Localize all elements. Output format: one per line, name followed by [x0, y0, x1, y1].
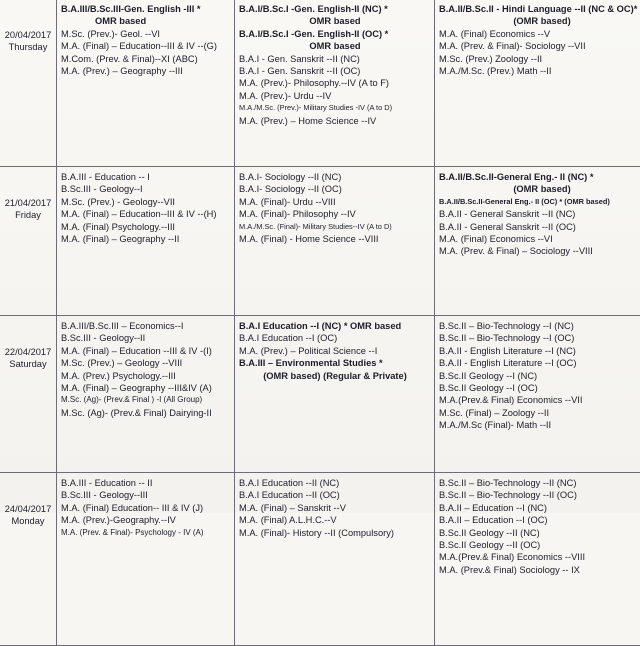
paper-entry: M.A. (Final) - Home Science --VIII [239, 233, 431, 245]
paper-entry: M.A. (Prev.)- Urdu --IV [239, 90, 431, 102]
paper-entry: B.Sc.III - Geology--II [61, 332, 231, 344]
paper-entry: M.Com. (Prev. & Final)--XI (ABC) [61, 53, 231, 65]
paper-entry: M.A./M.Sc. (Prev.)- Military Studies -IV (A to D) [239, 102, 431, 114]
paper-entry: M.A. (Final)- Urdu --VIII [239, 196, 431, 208]
paper-note: (OMR based) [439, 15, 640, 27]
paper-note: (OMR based) (Regular & Private) [239, 370, 431, 382]
paper-entry: B.A.II – Education --I (NC) [439, 502, 640, 514]
paper-entry: B.Sc.II – Bio-Technology --I (OC) [439, 332, 640, 344]
exam-date: 22/04/2017 [3, 346, 53, 358]
paper-entry: M.A. (Final) A.L.H.C.--V [239, 514, 431, 526]
paper-entry: B.A.I - Gen. Sanskrit --II (NC) [239, 53, 431, 65]
paper-entry: B.Sc.II Geology --I (NC) [439, 370, 640, 382]
paper-note: (OMR based) [439, 183, 640, 195]
paper-entry: B.Sc.II Geology --I (OC) [439, 382, 640, 394]
paper-entry: M.A. (Prev.& Final) Sociology -- IX [439, 564, 640, 576]
paper-entry: B.Sc.II – Bio-Technology --II (OC) [439, 489, 640, 501]
paper-list-col1 [57, 0, 235, 167]
paper-list-col3 [435, 167, 640, 316]
paper-entry: M.A. (Prev. & Final)- Psychology - IV (A) [61, 527, 231, 539]
paper-entry: M.A. (Final)- Philosophy --IV [239, 208, 431, 220]
paper-entry: M.Sc. (Prev.) – Geology --VIII [61, 357, 231, 369]
exam-day: Thursday [3, 41, 53, 53]
exam-date: 21/04/2017 [3, 197, 53, 209]
paper-entry: M.A. (Final) – Education--III & IV --(H) [61, 208, 231, 220]
paper-entry: M.A. (Final) Economics --V [439, 28, 640, 40]
paper-entry: M.A./M.Sc. (Final)- Military Studies--IV (A to D) [239, 221, 431, 233]
paper-list-col1 [57, 316, 235, 473]
paper-entry: M.A. (Prev.)- Philosophy.--IV (A to F) [239, 77, 431, 89]
paper-entry: B.A.II - English Literature --I (NC) [439, 345, 640, 357]
paper-entry: M.A./M.Sc. (Prev.) Math --II [439, 65, 640, 77]
paper-entry: M.A. (Prev. & Final) – Sociology --VIII [439, 245, 640, 257]
paper-entry: B.A.I/B.Sc.I -Gen. English-II (NC) * [239, 3, 431, 15]
paper-entry: M.Sc. (Prev.) - Geology--VII [61, 196, 231, 208]
date-cell [0, 473, 57, 646]
paper-list-col1 [57, 473, 235, 646]
paper-entry: B.Sc.II Geology --II (NC) [439, 527, 640, 539]
exam-day: Friday [3, 209, 53, 221]
paper-list-col3 [435, 473, 640, 646]
table-row [0, 316, 640, 473]
paper-entry: M.A. (Prev.) – Geography --III [61, 65, 231, 77]
paper-entry: M.A.(Prev.& Final) Economics --VII [439, 394, 640, 406]
paper-entry: B.Sc.II – Bio-Technology --I (NC) [439, 320, 640, 332]
paper-entry: B.A.I - Gen. Sanskrit --II (OC) [239, 65, 431, 77]
paper-note: OMR based [239, 15, 431, 27]
paper-entry: M.A. (Final) – Geography --III&IV (A) [61, 382, 231, 394]
paper-entry: B.A.I Education --II (OC) [239, 489, 431, 501]
paper-list-col3 [435, 316, 640, 473]
exam-day: Saturday [3, 358, 53, 370]
date-cell [0, 167, 57, 316]
paper-entry: B.A.III/B.Sc.III-Gen. English -III * [61, 3, 231, 15]
date-cell [0, 0, 57, 167]
paper-entry: M.A. (Final) – Geography --II [61, 233, 231, 245]
paper-entry: B.A.II - English Literature --I (OC) [439, 357, 640, 369]
table-row [0, 0, 640, 167]
paper-entry: B.A.III - Education -- II [61, 477, 231, 489]
paper-entry: B.A.III – Environmental Studies * [239, 357, 431, 369]
exam-date: 20/04/2017 [3, 29, 53, 41]
paper-entry: M.A. (Final) Economics --VI [439, 233, 640, 245]
paper-entry: M.A. (Final) – Sanskrit --V [239, 502, 431, 514]
paper-list-col1 [57, 167, 235, 316]
paper-entry: M.A.(Prev.& Final) Economics --VIII [439, 551, 640, 563]
paper-entry: M.A. (Final) – Education--III & IV --(G) [61, 40, 231, 52]
paper-entry: B.Sc.II Geology --II (OC) [439, 539, 640, 551]
paper-entry: M.A. (Prev.)-Geography.--IV [61, 514, 231, 526]
paper-entry: M.A. (Final) Psychology.--III [61, 221, 231, 233]
paper-entry: B.Sc.II – Bio-Technology --II (NC) [439, 477, 640, 489]
paper-entry: B.A.I/B.Sc.I -Gen. English-II (OC) * [239, 28, 431, 40]
paper-list-col2 [235, 167, 435, 316]
paper-entry: B.A.I Education --I (OC) [239, 332, 431, 344]
paper-entry: M.Sc. (Prev.) Zoology --II [439, 53, 640, 65]
paper-entry: M.A. (Final) Education-- III & IV (J) [61, 502, 231, 514]
paper-entry: M.A. (Prev.) – Political Science --I [239, 345, 431, 357]
paper-entry: M.A. (Prev.) Psychology.--III [61, 370, 231, 382]
paper-note: OMR based [239, 40, 431, 52]
paper-entry: B.A.I- Sociology --II (OC) [239, 183, 431, 195]
exam-date: 24/04/2017 [3, 503, 53, 515]
paper-entry: M.A. (Final)- History --II (Compulsory) [239, 527, 431, 539]
paper-list-col3 [435, 0, 640, 167]
exam-day: Monday [3, 515, 53, 527]
paper-entry: M.Sc. (Prev.)- Geol. --VI [61, 28, 231, 40]
paper-entry: B.A.III/B.Sc.III – Economics--I [61, 320, 231, 332]
paper-entry: B.A.I Education --II (NC) [239, 477, 431, 489]
paper-entry: B.Sc.III - Geology--I [61, 183, 231, 195]
paper-entry: B.A.II - General Sanskrit --II (OC) [439, 221, 640, 233]
paper-entry: B.A.II – Education --I (OC) [439, 514, 640, 526]
paper-entry: M.A./M.Sc (Final)- Math --II [439, 419, 640, 431]
paper-list-col2 [235, 0, 435, 167]
paper-entry: B.Sc.III - Geology--III [61, 489, 231, 501]
date-cell [0, 316, 57, 473]
paper-entry: B.A.II/B.Sc.II-General Eng.- II (OC) * (OMR based) [439, 196, 640, 208]
paper-entry: M.Sc. (Ag)- (Prev.& Final ) -I (All Group) [61, 394, 231, 406]
paper-entry: B.A.I- Sociology --II (NC) [239, 171, 431, 183]
paper-list-col2 [235, 316, 435, 473]
paper-entry: B.A.I Education --I (NC) * OMR based [239, 320, 431, 332]
table-row [0, 167, 640, 316]
paper-entry: B.A.II/B.Sc.II - Hindi Language --II (NC & OC)* [439, 3, 640, 15]
paper-entry: M.A. (Prev.) – Home Science --IV [239, 115, 431, 127]
paper-entry: M.A. (Final) – Education --III & IV -(I) [61, 345, 231, 357]
paper-entry: B.A.III - Education -- I [61, 171, 231, 183]
paper-entry: B.A.II - General Sanskrit --II (NC) [439, 208, 640, 220]
paper-note: OMR based [61, 15, 231, 27]
paper-entry: M.A. (Prev. & Final)- Sociology --VII [439, 40, 640, 52]
paper-entry: M.Sc. (Ag)- (Prev.& Final) Dairying-II [61, 407, 231, 419]
paper-list-col2 [235, 473, 435, 646]
paper-entry: M.Sc. (Final) – Zoology --II [439, 407, 640, 419]
paper-entry: B.A.II/B.Sc.II-General Eng.- II (NC) * [439, 171, 640, 183]
table-row [0, 473, 640, 646]
